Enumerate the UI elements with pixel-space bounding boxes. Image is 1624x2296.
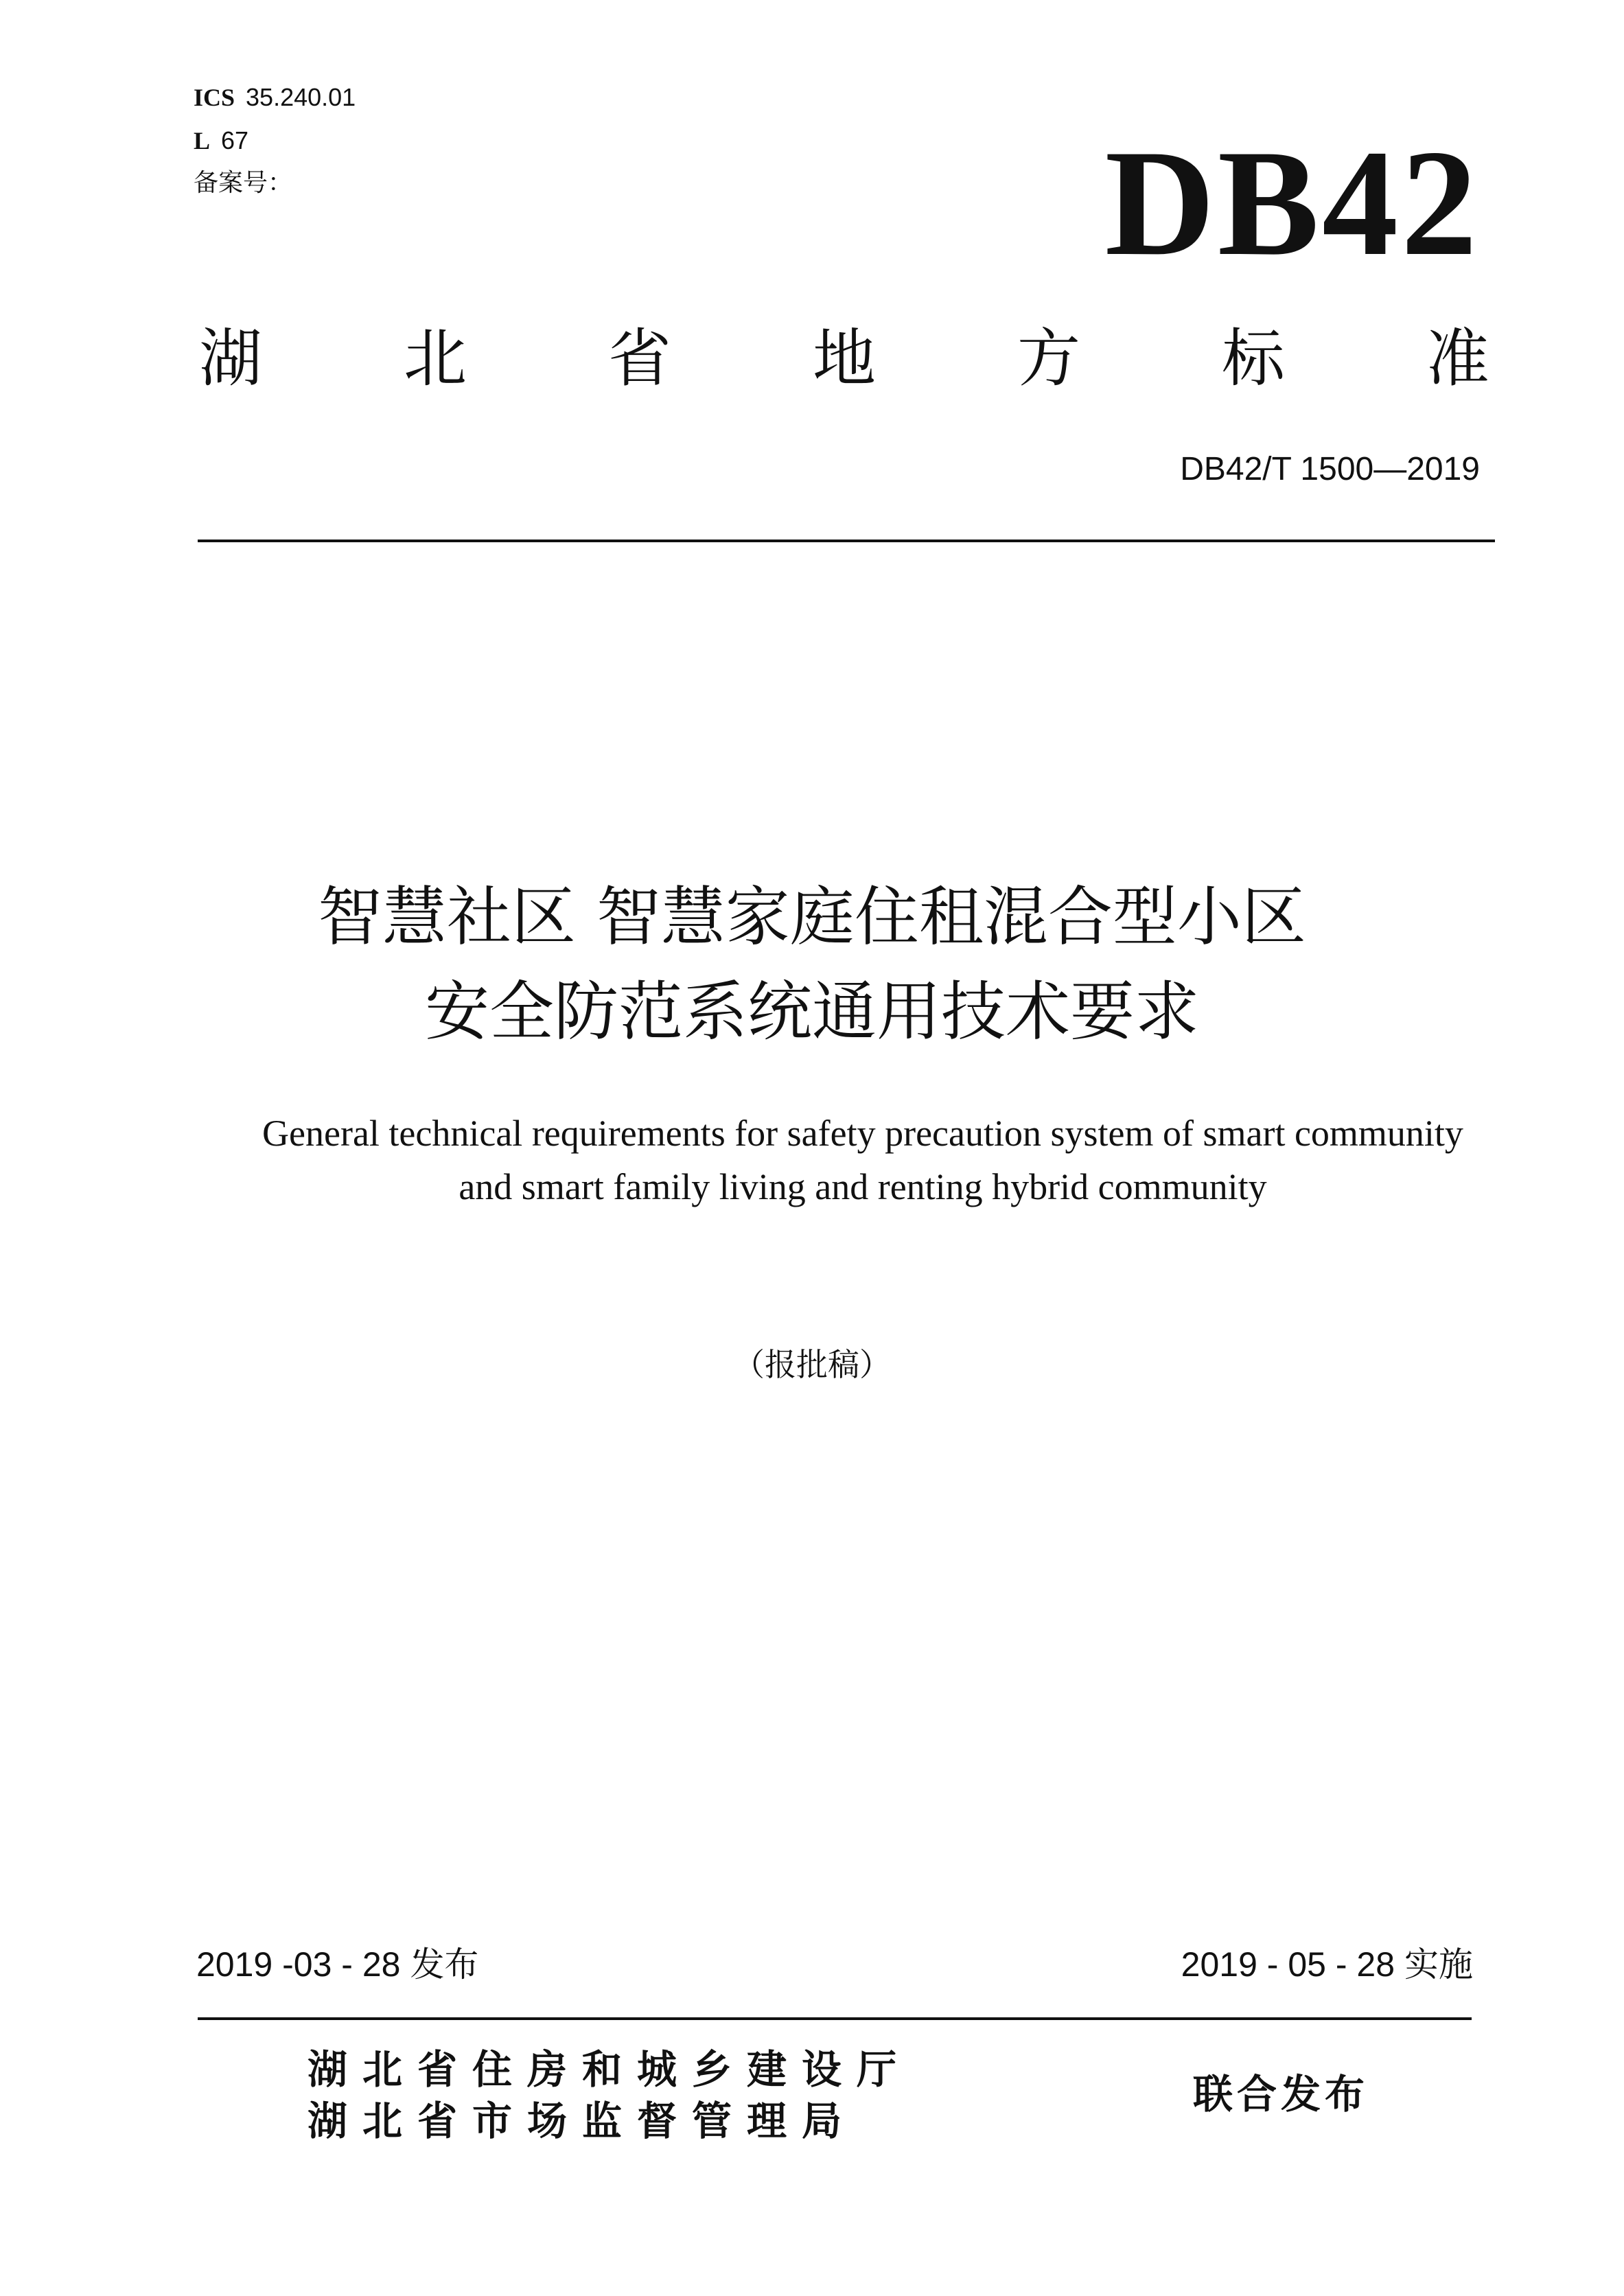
record-number [194, 168, 292, 198]
title-chinese-line-1: 智慧社区 智慧家庭住租混合型小区 [318, 880, 1306, 955]
draft-status: （报批稿） [733, 1346, 891, 1383]
footer-divider [198, 2017, 1472, 2020]
standard-type-char: 湖 [199, 322, 263, 395]
joint-issue-label: 联合发布 [1193, 2071, 1369, 2118]
issue-date-value: 2019 -03 - 28 [196, 1945, 401, 1984]
clc-label: L [194, 127, 211, 154]
standard-type-char: 标 [1221, 322, 1285, 395]
implementation-label: 实施 [1404, 1945, 1473, 1984]
standard-type-char: 地 [812, 322, 876, 395]
standard-type-char: 准 [1426, 322, 1489, 395]
header-divider [198, 540, 1495, 542]
issue-label: 发布 [410, 1945, 479, 1984]
record-label: 备案号： [194, 169, 293, 197]
ics-classification [194, 82, 356, 113]
title-english-line-1: General technical requirements for safety precaution system of smart community [262, 1113, 1463, 1154]
issuing-authority: 湖北省住房和城乡建设厅 [308, 2046, 912, 2093]
db-standard-mark: DB42 [1104, 119, 1480, 288]
title-english-line-2: and smart family living and renting hybrid community [459, 1166, 1267, 1207]
standard-code: DB42/T 1500—2019 [1180, 451, 1480, 487]
clc-value: 67 [221, 126, 249, 154]
issue-date [196, 1944, 478, 1985]
standard-type-heading [199, 321, 1489, 397]
issuing-authority: 湖北省市场监督管理局 [308, 2098, 857, 2144]
ics-label: ICS [194, 84, 235, 111]
standard-type-char: 北 [403, 322, 467, 395]
title-chinese-line-2: 安全防范系统通用技术要求 [424, 975, 1199, 1050]
standard-type-char: 省 [607, 322, 671, 395]
implementation-date [1181, 1944, 1473, 1985]
implementation-date-value: 2019 - 05 - 28 [1181, 1945, 1395, 1984]
clc-classification [194, 126, 248, 156]
ics-value: 35.240.01 [246, 83, 356, 111]
standard-type-char: 方 [1017, 322, 1080, 395]
